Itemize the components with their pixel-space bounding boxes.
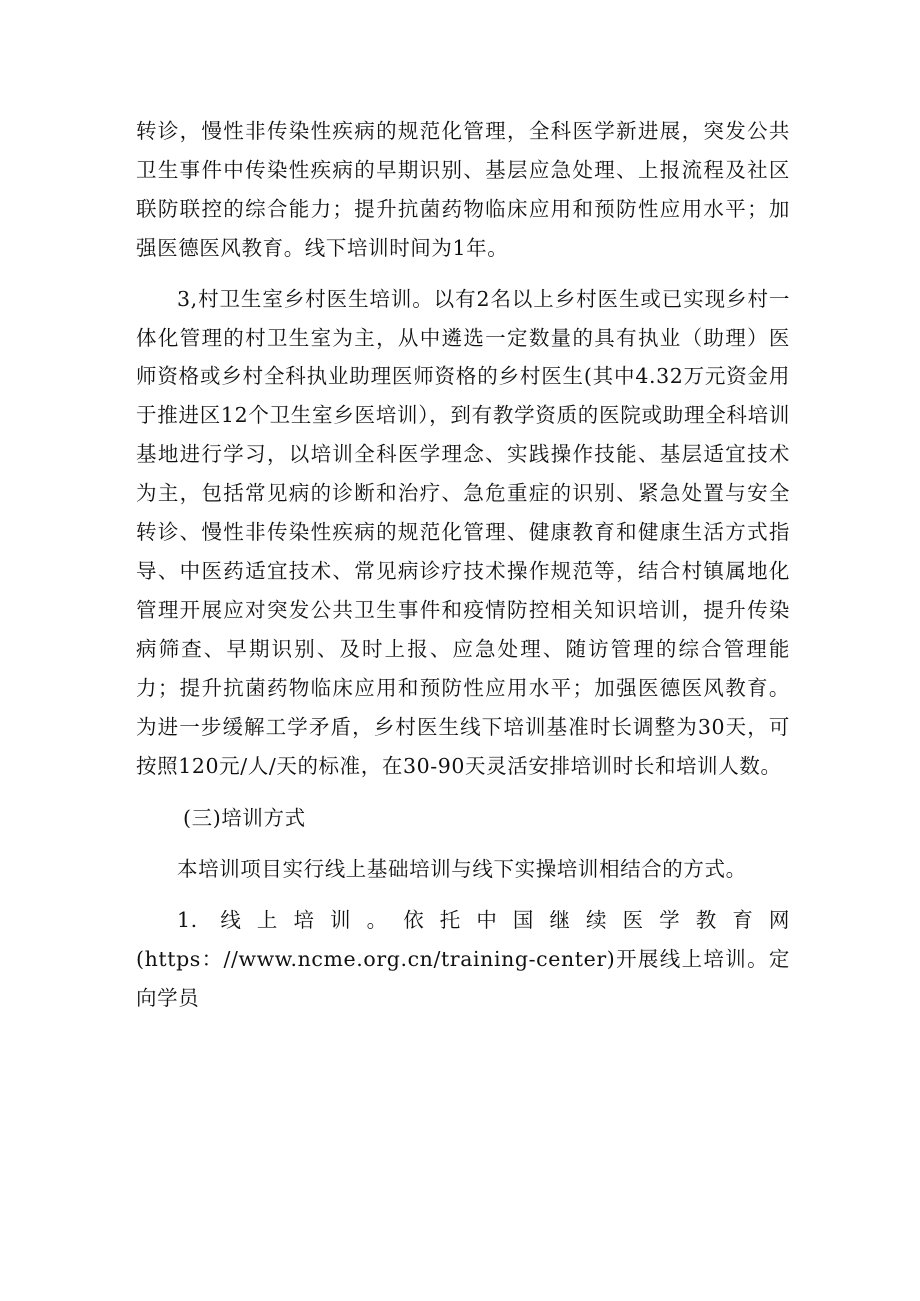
paragraph-online-training: 1. 线上培训。依托中国继续医学教育网 (https：//www.ncme.org.cn/training-center)开展线上培训。定向学员 <box>136 908 790 1011</box>
paragraph-training-method-summary: 本培训项目实行线上基础培训与线下实操培训相结合的方式。 <box>177 857 747 882</box>
section-heading-training-method: (三)培训方式 <box>183 806 306 831</box>
paragraph-training-content-continued: 转诊，慢性非传染性疾病的规范化管理，全科医学新进展，突发公共卫生事件中传染性疾病的早期识别、基层应急处理、上报流程及社区联防联控的综合能力；提升抗菌药物临床应用和预防性应用水平；加强医德医风教育。线下培训时间为1年。 <box>136 119 790 260</box>
document-body <box>136 112 790 1018</box>
paragraph-village-doctor-training: 3,村卫生室乡村医生培训。以有2名以上乡村医生或已实现乡村一体化管理的村卫生室为主，从中遴选一定数量的具有执业（助理）医师资格或乡村全科执业助理医师资格的乡村医生(其中4.32万元资金用于推进区12个卫生室乡医培训），到有教学资质的医院或助理全科培训基地进行学习，以培训全科医学理念、实践操作技能、基层适宜技术为主，包括常见病的诊断和治疗、急危重症的识别、紧急处置与安全转诊、慢性非传染性疾病的规范化管理、健康教育和健康生活方式指导、中医药适宜技术、常见病诊疗技术操作规范等，结合村镇属地化管理开展应对突发公共卫生事件和疫情防控相关知识培训，提升传染病筛查、早期识别、及时上报、应急处理、随访管理的综合管理能力；提升抗菌药物临床应用和预防性应用水平；加强医德医风教育。为进一步缓解工学矛盾，乡村医生线下培训基准时长调整为30天，可按照120元/人/天的标准，在30-90天灵活安排培训时长和培训人数。 <box>136 286 790 778</box>
